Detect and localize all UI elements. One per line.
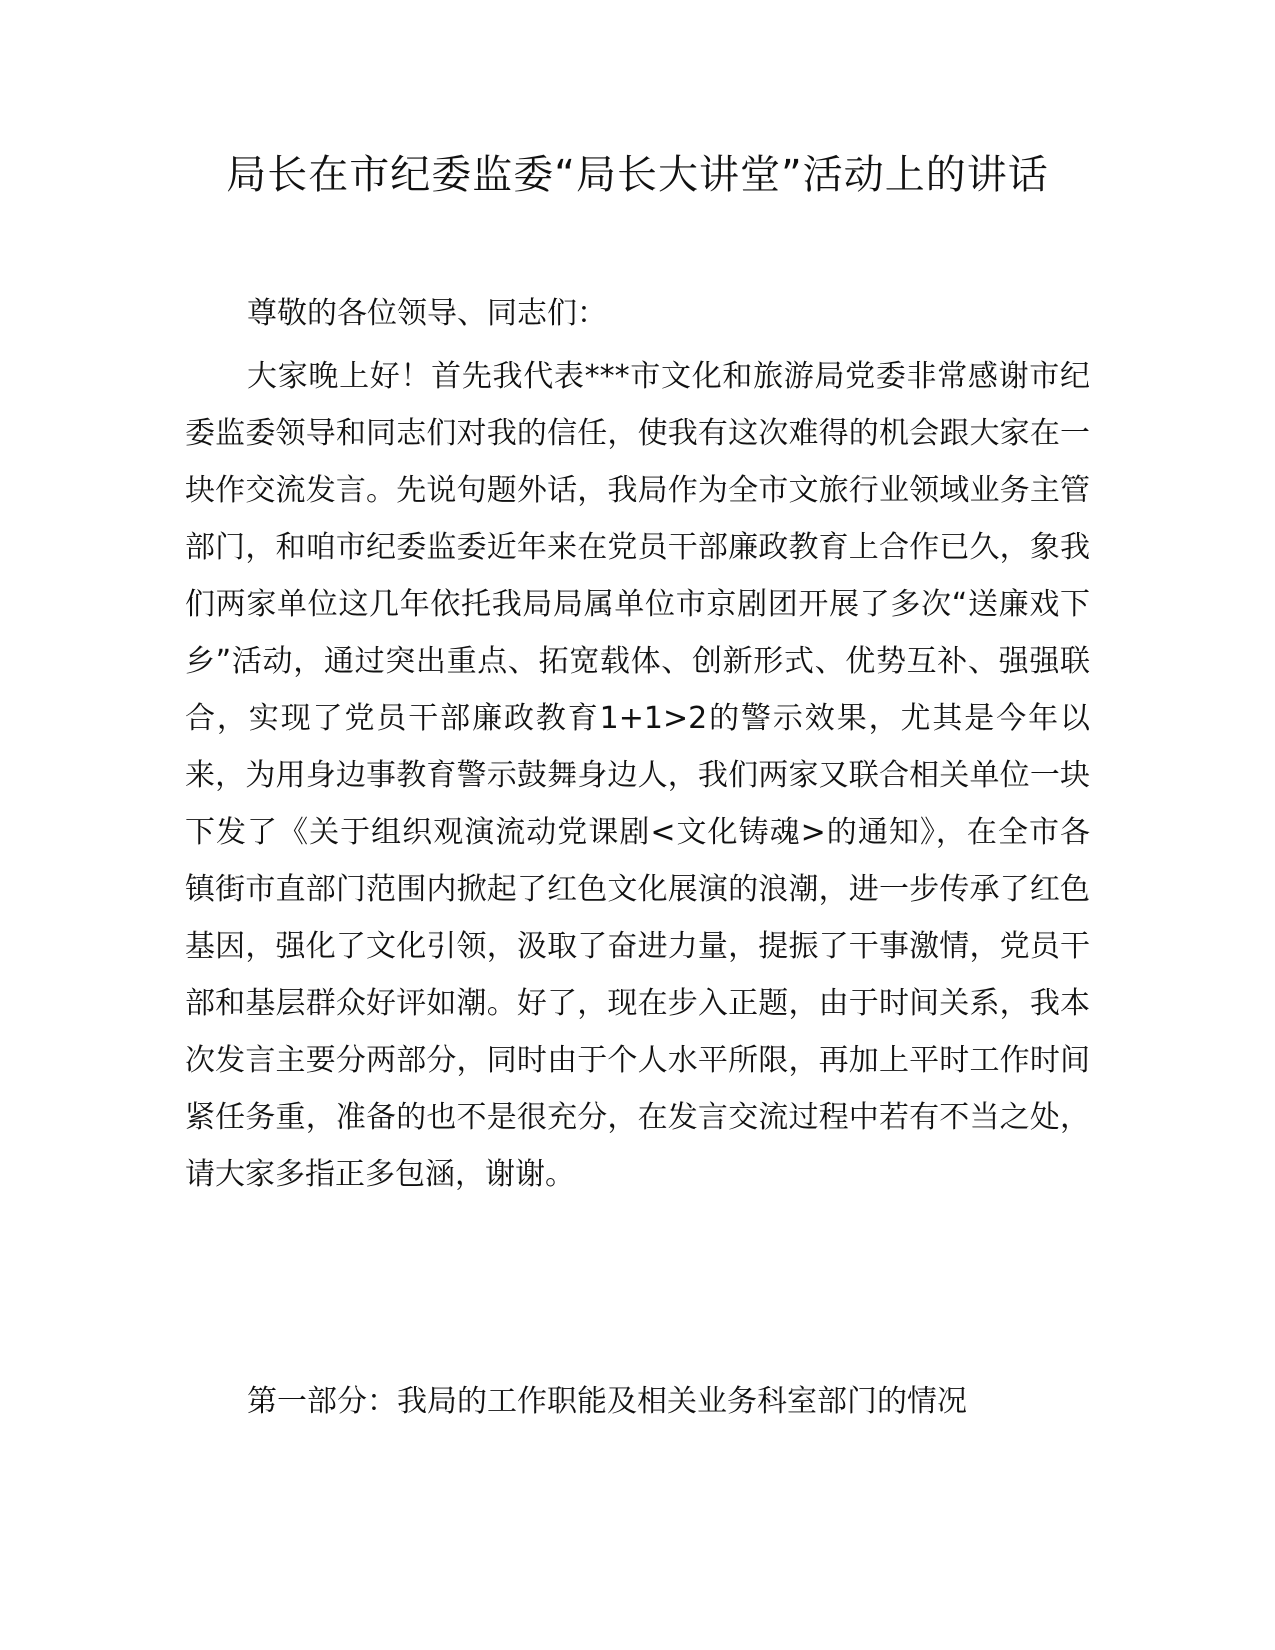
document-title: 局长在市纪委监委“局长大讲堂”活动上的讲话 [226,152,1049,198]
salutation: 尊敬的各位领导、同志们： [247,296,607,331]
opening-paragraph: 大家晚上好！首先我代表***市文化和旅游局党委非常感谢市纪委监委领导和同志们对我的信任，使我有这次难得的机会跟大家在一块作交流发言。先说句题外话，我局作为全市文旅行业领域业务主管部门，和咱市纪委监委近年来在党员干部廉政教育上合作已久，象我们两家单位这几年依托我局局属单位市京剧团开展了多次“送廉戏下乡”活动，通过突出重点、拓宽载体、创新形式、优势互补、强强联合，实现了党员干部廉政教育1+1>2的警示效果，尤其是今年以来，为用身边事教育警示鼓舞身边人，我们两家又联合相关单位一块下发了《关于组织观演流动党课剧<文化铸魂>的通知》，在全市各镇街市直部门范围内掀起了红色文化展演的浪潮，进一步传承了红色基因，强化了文化引领，汲取了奋进力量，提振了干事激情，党员干部和基层群众好评如潮。好了，现在步入正题，由于时间关系，我本次发言主要分两部分，同时由于个人水平所限，再加上平时工作时间紧任务重，准备的也不是很充分，在发言交流过程中若有不当之处，请大家多指正多包涵，谢谢。 [185,359,1090,1192]
section-heading-part-1: 第一部分：我局的工作职能及相关业务科室部门的情况 [247,1384,967,1419]
